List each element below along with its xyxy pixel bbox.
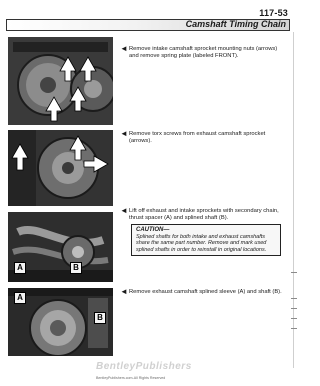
photo-1-image — [8, 37, 113, 125]
publisher-watermark: BentleyPublishers — [96, 361, 192, 372]
photo-intake-sprocket — [8, 37, 113, 125]
step-4 — [120, 289, 285, 296]
caution-title: CAUTION— — [136, 227, 170, 233]
margin-tick-3 — [291, 308, 297, 309]
step-3-arrow: ◄ — [120, 206, 128, 215]
step-1 — [120, 46, 285, 60]
step-1-text: Remove intake camshaft sprocket mounting nuts (arrows) and remove spring plate (labeled FRONT). — [129, 46, 278, 59]
margin-tick-2 — [291, 298, 297, 299]
photo-splined-sleeve — [8, 288, 113, 356]
step-3-text: Lift off exhaust and intake sprockets with secondary chain, thrust spacer (A) and splined shaft (B). — [129, 208, 279, 221]
label-b-photo4: B — [94, 312, 106, 324]
page-number: 117-53 — [259, 8, 288, 18]
margin-tick-5 — [291, 328, 297, 329]
caution-box — [131, 224, 281, 256]
page-footer: BentleyPublishers.com-All Rights Reserved — [96, 376, 166, 380]
step-2-text: Remove torx screws from exhaust camshaft sprocket (arrows). — [129, 131, 266, 144]
label-a-photo3: A — [14, 262, 26, 274]
step-4-text: Remove exhaust camshaft splined sleeve (A) and shaft (B). — [129, 289, 282, 295]
photo-exhaust-torx — [8, 130, 113, 206]
section-title: Camshaft Timing Chain — [185, 19, 286, 29]
margin-tick-4 — [291, 318, 297, 319]
label-a-photo4: A — [14, 292, 26, 304]
step-3 — [120, 208, 285, 222]
margin-tick-1 — [291, 272, 297, 273]
step-2-arrow: ◄ — [120, 129, 128, 138]
step-2 — [120, 131, 285, 145]
step-1-arrow: ◄ — [120, 44, 128, 53]
photo-2-image — [8, 130, 113, 206]
caution-body: Splined shafts for both intake and exhaust camshafts share the same part number. Remove and mark used splined shafts in order to reinstall in original locations. — [136, 233, 267, 253]
step-4-arrow: ◄ — [120, 287, 128, 296]
section-header-bar — [6, 19, 290, 31]
label-b-photo3: B — [70, 262, 82, 274]
photo-lift-sprockets — [8, 212, 113, 282]
